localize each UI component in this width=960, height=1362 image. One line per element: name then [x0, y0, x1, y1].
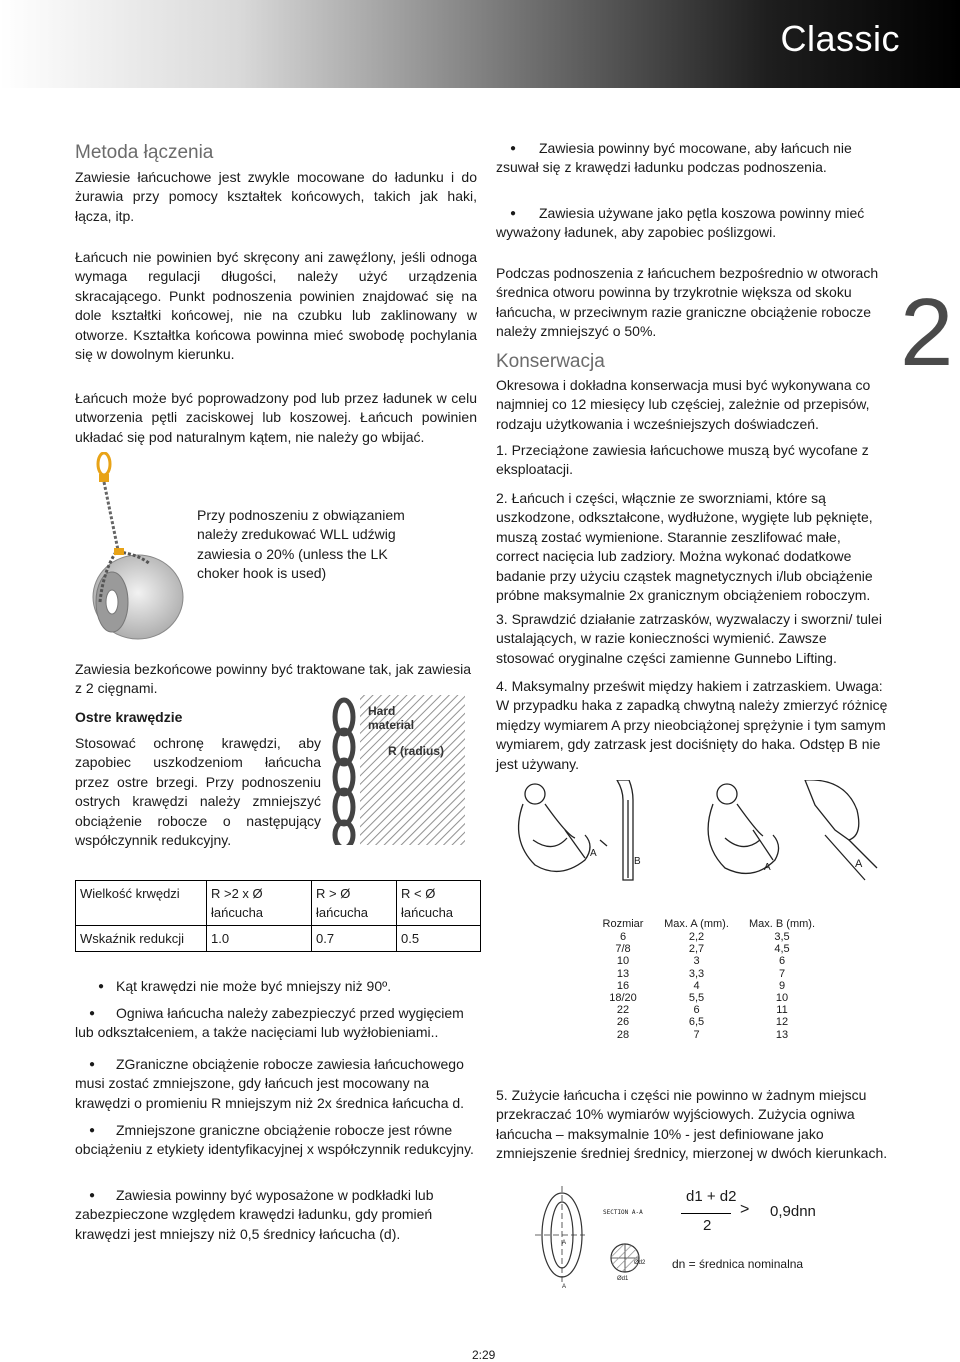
sharp-edges-text: Stosować ochronę krawędzi, aby zapobiec uszkodzeniom łańcucha przez ostre brzegi. Przy podnoszeniu ostrych krawędzi należy zmniejszyć obciążenie robocze o następujący współczynnik redukcyjny. — [75, 735, 321, 849]
section-heading-joining: Metoda łączenia — [75, 142, 214, 163]
section-label: SECTION A-A — [603, 1209, 643, 1216]
table-header: Max. A (mm). — [664, 918, 729, 930]
maintenance-item-2: 2. Łańcuch i części, włącznie ze sworzniami, które są uszkodzone, odkształcone, wydłużone, wygięte lub pęknięte, muszą zostać wymienione. Starannie zeszlifować małe, correct nacięcia lub zadziory. Można wykonać dodatkowe badanie przy użyciu cząstek magnetycznych i/lub obciążenie próbne maksymalnie 2x granicznym obciążeniem roboczym. — [496, 490, 873, 604]
maintenance-item-5: 5. Zużycie łańcucha i części nie powinno w żadnym miejscu przekraczać 10% wymiarów wyjściowych. Zużycia ogniwa łańcucha – maksymalnie 10% - jest definiowane jako zmniejszenie średniej średnicy, mierzonej w dwóch kierunkach. — [496, 1087, 888, 1162]
table-cell: R < Ø łańcucha — [397, 881, 481, 926]
table-cell: 1.0 — [207, 926, 312, 952]
table-cell: 10 — [775, 992, 789, 1005]
table-header: Max. B (mm). — [749, 918, 815, 930]
table-cell: 4,5 — [774, 943, 790, 956]
d1-label: Ød1 — [617, 1276, 629, 1282]
bullet-item: ● Kąt krawędzi nie może być mniejszy niż 90º. — [98, 978, 392, 994]
hard-material-label: Hard material — [368, 704, 415, 732]
hook-dim-a2-label: A — [764, 862, 771, 873]
table-cell: 13 — [775, 1028, 789, 1041]
chain-link-section-diagram — [535, 1180, 665, 1295]
hook-dim-b-label: B — [634, 856, 641, 867]
table-cell: 16 — [616, 979, 630, 992]
bullet-item: ● Zmniejszone graniczne obciążenie robocze jest równe obciążeniu z etykiety identyfikacyjnej x współczynnik redukcyjny. — [75, 1122, 474, 1158]
table-cell: 0.5 — [397, 926, 481, 952]
table-cell: 6 — [619, 931, 627, 943]
table-cell: 18/20 — [609, 992, 637, 1005]
table-row — [592, 1016, 825, 1028]
table-cell: R > Ø łańcucha — [312, 881, 397, 926]
hook-dim-a-label: A — [590, 848, 597, 859]
table-cell: 13 — [616, 967, 630, 980]
table-row — [76, 926, 481, 952]
bullet-item: ● Zawiesia używane jako pętla koszowa powinny mieć wyważony ładunek, aby zapobiec poślizgowi. — [496, 205, 865, 241]
page-title: Classic — [780, 18, 900, 59]
table-cell: 7 — [693, 1028, 700, 1041]
table-cell: 3,3 — [688, 967, 705, 980]
formula-relation: > — [740, 1201, 750, 1218]
table-cell: 0.7 — [312, 926, 397, 952]
maintenance-item-3: 3. Sprawdzić działanie zatrzasków, wyzwalaczy i sworzni/ tulei ustalających, w razie konieczności wymienić. Zawsze stosować oryginalne części zamienne Gunnebo Lifting. — [496, 611, 882, 666]
bullet-item: ● Zawiesia powinny być wyposażone w podkładki lub zabezpieczone względem krawędzi ładunku, gdy promień krawędzi jest mniejszy niż 0,5 średnicy łańcucha (d). — [75, 1187, 434, 1242]
table-cell: 9 — [778, 979, 786, 992]
table-cell: 6 — [778, 955, 786, 968]
maintenance-item-1: 1. Przeciążone zawiesia łańcuchowe muszą być wycofane z eksploatacji. — [496, 442, 869, 478]
table-header: Rozmiar — [602, 918, 644, 930]
table-row — [592, 980, 825, 992]
table-cell: 5,5 — [688, 992, 705, 1005]
formula-legend: dn = średnica nominalna — [672, 1257, 804, 1271]
table-row — [592, 931, 825, 943]
table-row — [592, 918, 825, 931]
table-cell: 4 — [693, 979, 700, 992]
hole-lifting-para: Podczas podnoszenia z łańcuchem bezpośrednio w otworach średnica otworu powinna by trzykrotnie większa od skoku łańcucha, w przeciwnym razie graniczne obciążenie robocze należy zmniejszyć o 50%. — [496, 265, 879, 340]
joining-para-1: Zawiesie łańcuchowe jest zwykle mocowane do ładunku i do żurawia przy pomocy kształtek końcowych, takich jak haki, łącza, itp. — [75, 169, 477, 224]
table-cell: 22 — [616, 1004, 630, 1017]
table-row — [592, 955, 825, 967]
table-row — [592, 1029, 825, 1041]
bullet-item: ● Zawiesia powinny być mocowane, aby łańcuch nie zsuwał się z krawędzi ładunku podczas podnoszenia. — [496, 140, 852, 176]
hook-latch-diagrams — [505, 780, 885, 890]
d2-label: Ød2 — [634, 1260, 646, 1266]
formula-rhs: 0,9dnn — [770, 1203, 816, 1220]
table-row — [592, 992, 825, 1004]
page-number: 2:29 — [472, 1348, 496, 1362]
table-row — [592, 968, 825, 980]
table-cell: 6 — [693, 1004, 700, 1017]
table-cell: 11 — [776, 1004, 788, 1017]
hook-dim-a3-label: A — [855, 858, 863, 870]
table-cell: Wielkość krwędzi — [76, 881, 207, 926]
table-cell: 7 — [778, 967, 786, 980]
maintenance-para: Okresowa i dokładna konserwacja musi być wykonywana co najmniej co 12 miesięcy lub częściej, zależnie od przepisów, rodzaju użytkowania i wcześniejszych doświadczeń. — [496, 377, 871, 432]
table-cell: 3,5 — [774, 931, 790, 943]
bullet-item: ● Ogniwa łańcucha należy zabezpieczyć przed wygięciem lub odkształceniem, a także nacięciami lub wyżłobieniami.. — [75, 1005, 464, 1041]
section-heading-maintenance: Konserwacja — [496, 351, 605, 372]
table-cell: 10 — [616, 955, 630, 968]
formula-numerator: d1 + d2 — [686, 1188, 737, 1205]
table-cell: 28 — [616, 1028, 630, 1041]
section-a-label: A — [562, 1240, 567, 1246]
section-a-label-lower: A — [562, 1284, 567, 1290]
table-cell: Wskaźnik redukcji — [76, 926, 207, 952]
joining-para-2: Łańcuch nie powinien być skręcony ani zawęźlony, jeśli odnoga wymaga regulacji długości, należy użyć urządzenia skracającego. Punkt podnoszenia powinien znajdować się na dole kształtki końcowej, nie na czubku lub zaklinowany w otworze. Kształtka końcowa powinna mieć swobodę pochylania się w dowolnym kierunku. — [75, 249, 477, 363]
table-row — [592, 1004, 825, 1016]
table-cell: R >2 x Ø łańcucha — [207, 881, 312, 926]
table-cell: 3 — [693, 955, 700, 968]
maintenance-item-4: 4. Maksymalny prześwit między hakiem i zatrzaskiem. Uwaga: W przypadku haka z zapadką chwytną należy zmierzyć różnicę między wymiarem A przy nieobciążonej sprężynie i tym samym wymiarem, gdy zatrzask jest dociśnięty do haka. Odstęp B nie jest używany. — [496, 678, 888, 772]
table-cell: 26 — [616, 1016, 630, 1029]
bullet-item: ● ZGraniczne obciążenie robocze zawiesia łańcuchowego musi zostać zmniejszone, gdy łańcuch jest mocowany na krawędzi o promieniu R mniejszym niż 2x średnica łańcucha d. — [75, 1056, 465, 1111]
table-cell: 2,2 — [688, 931, 705, 943]
edge-reduction-table — [75, 880, 481, 952]
radius-label: R (radius) — [388, 744, 445, 758]
sharp-edges-heading: Ostre krawędzie — [75, 709, 183, 725]
latch-gap-table — [592, 918, 825, 1041]
joining-para-3: Łańcuch może być poprowadzony pod lub przez ładunek w celu utworzenia pętli zaciskowej lub koszowej. Łańcuch powinien układać się pod naturalnym kątem, nie należy go wbijać. — [75, 390, 477, 445]
table-row — [592, 943, 825, 955]
chapter-number: 2 — [900, 279, 954, 386]
formula-fraction-bar — [681, 1213, 731, 1214]
choker-note: Przy podnoszeniu z obwiązaniem należy zredukować WLL udźwig zawiesia o 20% (unless the LK choker hook is used) — [197, 507, 405, 582]
table-row — [76, 881, 481, 926]
table-cell: 12 — [775, 1016, 789, 1029]
table-cell: 2,7 — [688, 943, 705, 956]
table-cell: 7/8 — [615, 943, 631, 956]
table-cell: 6,5 — [688, 1016, 705, 1029]
choker-sling-illustration — [88, 452, 188, 640]
formula-denominator: 2 — [703, 1217, 712, 1234]
endless-sling-note: Zawiesia bezkońcowe powinny być traktowane tak, jak zawiesia z 2 cięgnami. — [75, 661, 472, 697]
